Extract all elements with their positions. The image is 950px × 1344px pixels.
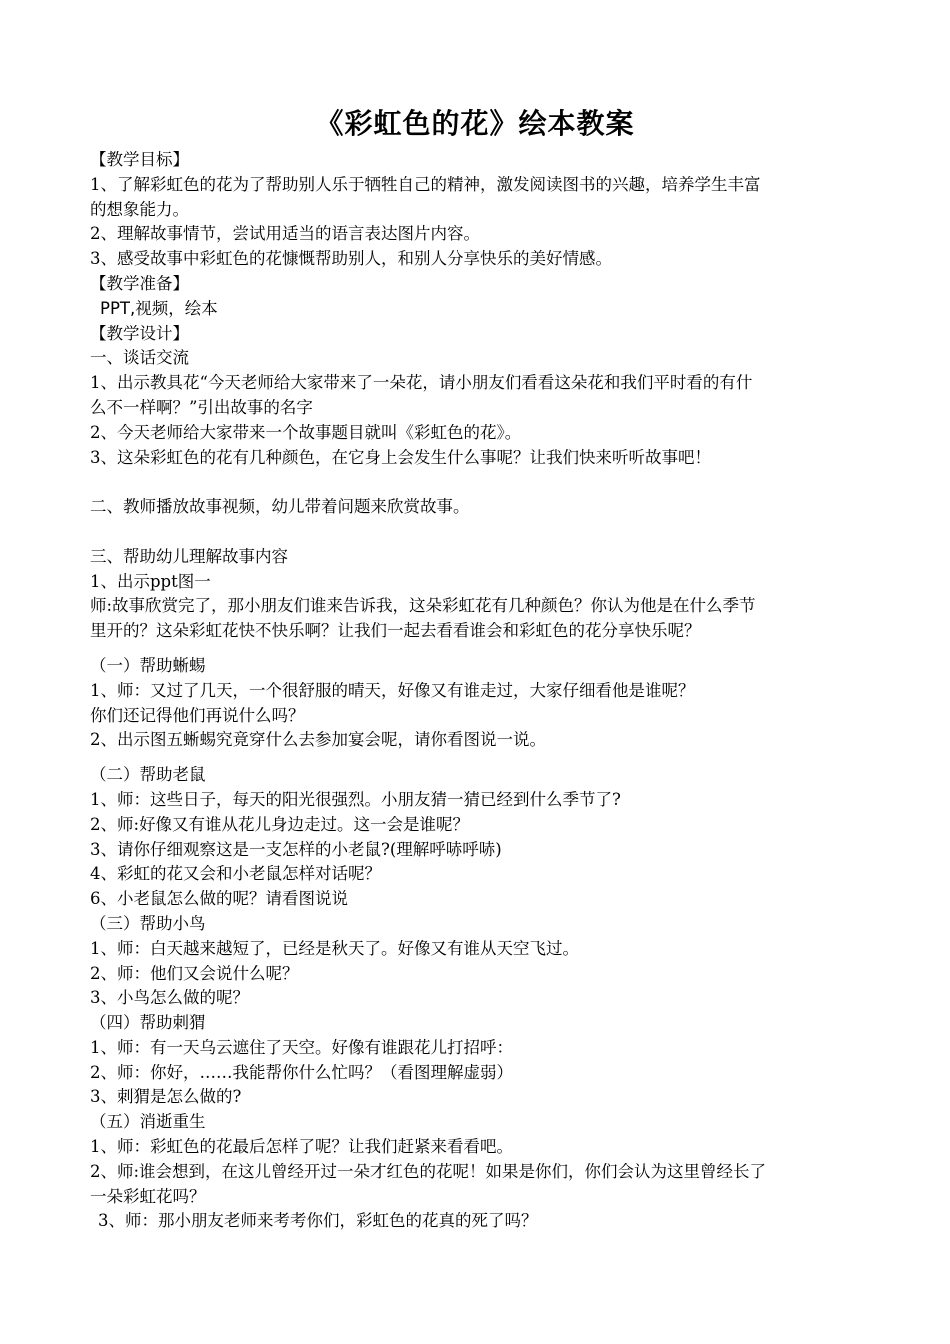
sub1-line: 你们还记得他们再说什么吗？ <box>90 705 305 725</box>
sub2-line: 3、请你仔细观察这是一支怎样的小老鼠?(理解呼哧呼哧) <box>90 839 502 859</box>
prep-text: PPT,视频，绘本 <box>100 298 218 318</box>
sub3-heading: （三）帮助小鸟 <box>90 913 206 933</box>
blank-line <box>90 470 870 495</box>
part3-heading: 三、帮助幼儿理解故事内容 <box>90 546 288 566</box>
part2-heading: 二、教师播放故事视频，幼儿带着问题来欣赏故事。 <box>90 497 470 517</box>
spacer <box>90 644 870 654</box>
sub2-line: 6、小老鼠怎么做的呢？请看图说说 <box>90 889 348 909</box>
part1-line: 么不一样啊？”引出故事的名字 <box>90 397 313 417</box>
part1-line: 2、今天老师给大家带来一个故事题目就叫《彩虹色的花》。 <box>90 422 522 442</box>
part3-line: 1、出示ppt图一 <box>90 571 211 591</box>
sub3-line: 2、师：他们又会说什么呢？ <box>90 963 299 983</box>
document-body <box>90 148 870 1234</box>
goal-line: 1、了解彩虹色的花为了帮助别人乐于牺牲自己的精神，激发阅读图书的兴趣，培养学生丰富 <box>90 174 761 194</box>
sub4-line: 3、刺猬是怎么做的? <box>90 1087 242 1107</box>
sub3-line: 1、师：白天越来越短了，已经是秋天了。好像又有谁从天空飞过。 <box>90 938 579 958</box>
goal-line: 3、感受故事中彩虹色的花慷慨帮助别人，和别人分享快乐的美好情感。 <box>90 249 612 269</box>
sub4-heading: （四）帮助刺猬 <box>90 1013 206 1033</box>
prep-heading: 【教学准备】 <box>90 273 189 293</box>
goal-line: 2、理解故事情节，尝试用适当的语言表达图片内容。 <box>90 224 480 244</box>
design-heading: 【教学设计】 <box>90 323 189 343</box>
sub5-line: 1、师：彩虹色的花最后怎样了呢？让我们赶紧来看看吧。 <box>90 1137 513 1157</box>
sub1-heading: （一）帮助蜥蜴 <box>90 655 206 675</box>
part1-line: 1、出示教具花“今天老师给大家带来了一朵花，请小朋友们看看这朵花和我们平时看的有什 <box>90 373 753 393</box>
sub1-line: 2、出示图五蜥蜴究竟穿什么去参加宴会呢，请你看图说一说。 <box>90 730 546 750</box>
sub5-line: 一朵彩虹花吗？ <box>90 1186 206 1206</box>
document-title: 《彩虹色的花》绘本教案 <box>315 107 635 140</box>
spacer <box>90 753 870 763</box>
sub5-line: 2、师:谁会想到，在这儿曾经开过一朵才红色的花呢！如果是你们，你们会认为这里曾经长了 <box>90 1161 767 1181</box>
goal-line: 的想象能力。 <box>90 199 189 219</box>
sub2-line: 1、师：这些日子，每天的阳光很强烈。小朋友猜一猜已经到什么季节了? <box>90 789 621 809</box>
part1-line: 3、这朵彩虹色的花有几种颜色，在它身上会发生什么事呢？让我们快来听听故事吧！ <box>90 447 711 467</box>
sub2-line: 2、师:好像又有谁从花儿身边走过。这一会是谁呢？ <box>90 814 470 834</box>
sub5-heading: （五）消逝重生 <box>90 1112 206 1132</box>
sub4-line: 1、师：有一天乌云遮住了天空。好像有谁跟花儿打招呼： <box>90 1037 513 1057</box>
sub2-heading: （二）帮助老鼠 <box>90 765 206 785</box>
sub3-line: 3、小鸟怎么做的呢？ <box>90 988 249 1008</box>
sub1-line: 1、师：又过了几天，一个很舒服的晴天，好像又有谁走过，大家仔细看他是谁呢？ <box>90 680 695 700</box>
blank-line <box>90 520 870 545</box>
goals-heading: 【教学目标】 <box>90 150 189 169</box>
sub2-line: 4、彩虹的花又会和小老鼠怎样对话呢？ <box>90 864 381 884</box>
sub4-line: 2、师：你好，……我能帮你什么忙吗？（看图理解虚弱） <box>90 1062 513 1082</box>
part3-line: 里开的？这朵彩虹花快不快乐啊？让我们一起去看看谁会和彩虹色的花分享快乐呢？ <box>90 621 701 641</box>
sub5-line: 3、师：那小朋友老师来考考你们，彩虹色的花真的死了吗？ <box>98 1211 538 1231</box>
part3-line: 师:故事欣赏完了，那小朋友们谁来告诉我，这朵彩虹花有几种颜色？你认为他是在什么季节 <box>90 596 756 616</box>
part1-heading: 一、谈话交流 <box>90 348 189 368</box>
